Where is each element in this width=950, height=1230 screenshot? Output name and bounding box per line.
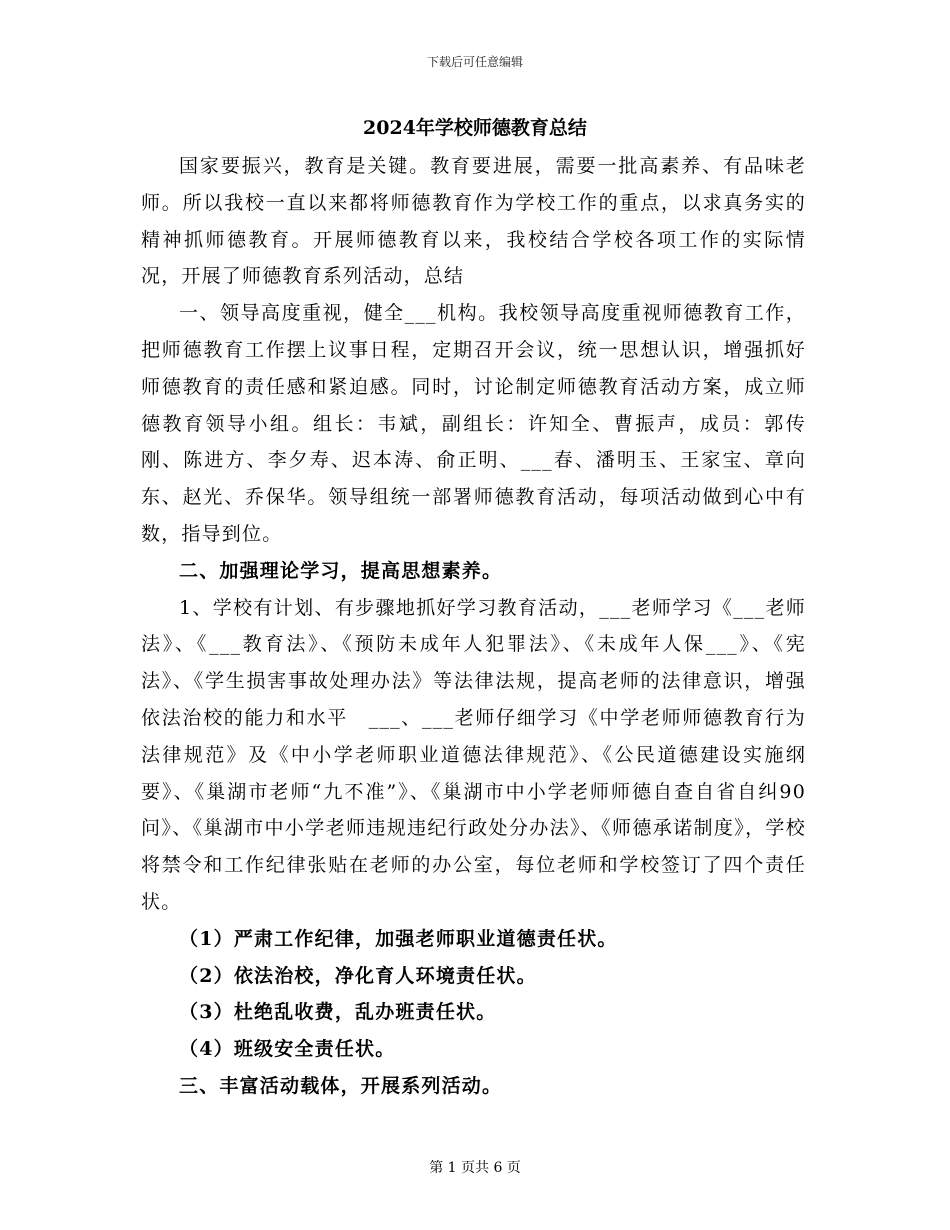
document-body	[141, 148, 806, 1105]
section-1-paragraph: 一、领导高度重视，健全___机构。我校领导高度重视师德教育工作，把师德教育工作摆上议事日程，定期召开会议，统一思想认识，增强抓好师德教育的责任感和紧迫感。同时，讨论制定师德教育活动方案，成立师德教育领导小组。组长：韦斌，副组长：许知全、曹振声，成员：郭传刚、陈进方、李夕寿、迟本涛、俞正明、___春、潘明玉、王家宝、章向东、赵光、乔保华。领导组统一部署师德教育活动，每项活动做到心中有数，指导到位。	[141, 302, 806, 545]
section-3-heading: 三、丰富活动载体，开展系列活动。	[179, 1074, 503, 1097]
pledge-item: （1）严肃工作纪律，加强老师职业道德责任状。	[179, 927, 618, 950]
item-1-paragraph: 1、学校有计划、有步骤地抓好学习教育活动，___老师学习《___老师法》、《___教育法》、《预防未成年人犯罪法》、《未成年人保___》、《宪法》、《学生损害事故处理办法》等法律法规，提高老师的法律意识，增强依法治校的能力和水平 ___、___老师仔细学习《中学老师师德教育行为法律规范》及《中小学老师职业道德法律规范》、《公民道德建设实施纲要》、《巢湖市老师“九不准”》、《巢湖市中小学老师师德自查自省自纠90问》、《巢湖市中小学老师违规违纪行政处分办法》、《师德承诺制度》，学校将禁令和工作纪律张贴在老师的办公室，每位老师和学校签订了四个责任状。	[141, 596, 806, 913]
document-title: 2024年学校师德教育总结	[363, 117, 587, 139]
section-2-heading: 二、加强理论学习，提高思想素养。	[179, 559, 503, 582]
header-note: 下载后可任意编辑	[426, 55, 523, 69]
pledge-item: （4）班级安全责任状。	[179, 1038, 396, 1061]
page-number: 第 1 页共 6 页	[429, 1160, 521, 1176]
intro-paragraph: 国家要振兴，教育是关键。教育要进展，需要一批高素养、有品味老师。所以我校一直以来都将师德教育作为学校工作的重点，以求真务实的精神抓师德教育。开展师德教育以来，我校结合学校各项工作的实际情况，开展了师德教育系列活动，总结	[141, 155, 806, 288]
pledge-item: （2）依法治校，净化育人环境责任状。	[179, 964, 537, 987]
pledge-item: （3）杜绝乱收费，乱办班责任状。	[179, 1001, 497, 1024]
